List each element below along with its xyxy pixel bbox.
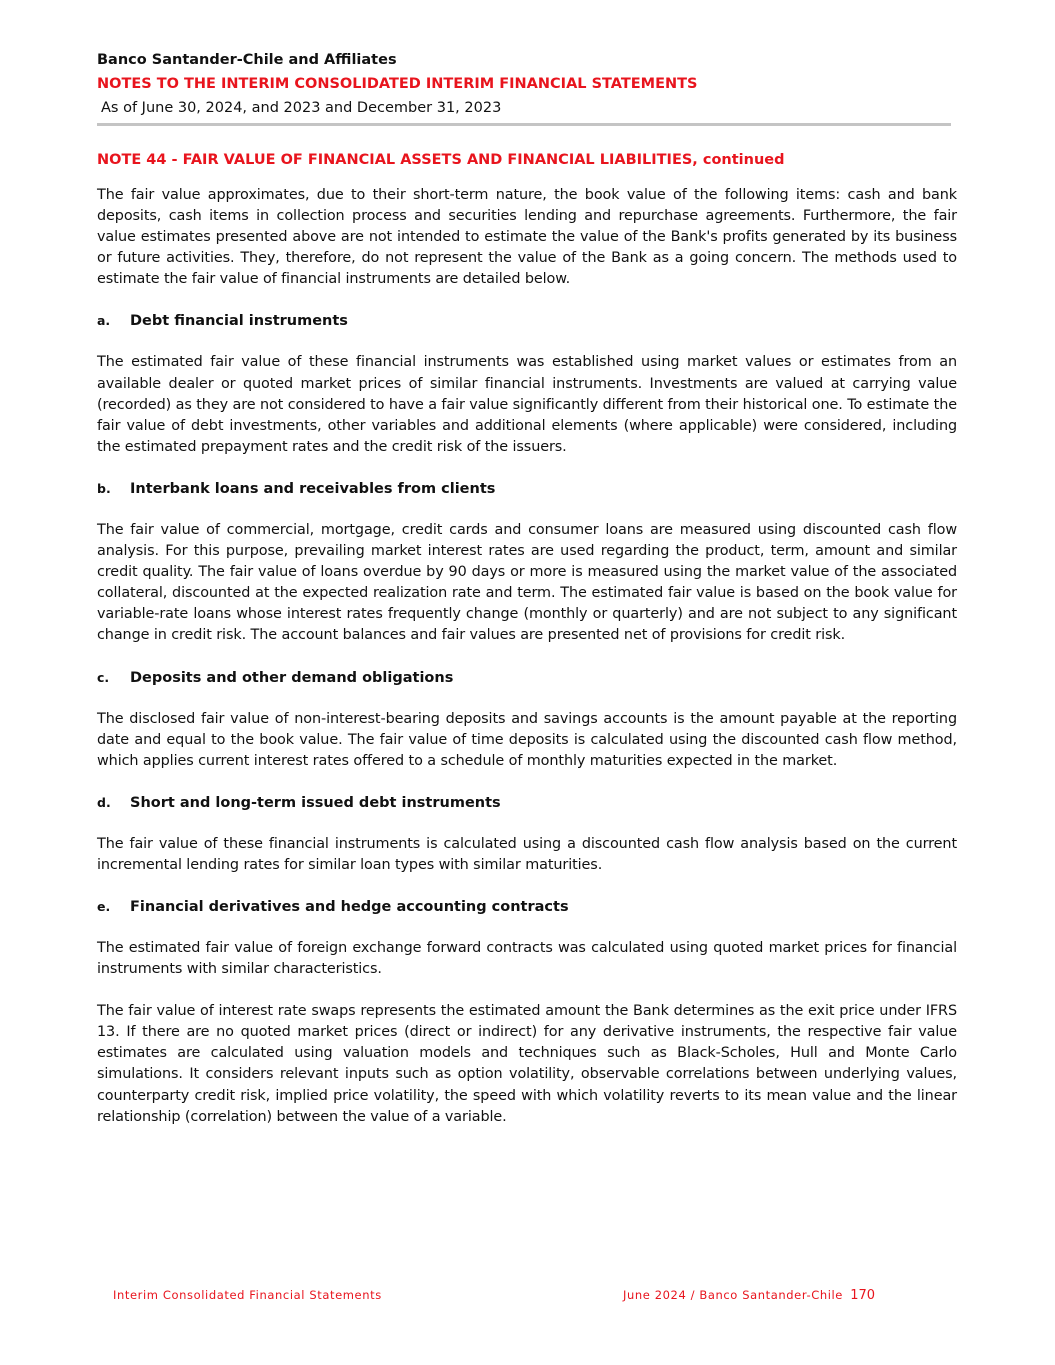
section-a: [97, 311, 957, 457]
section-paragraph: The estimated fair value of these financial instruments was established using market values or estimates from an available dealer or quoted market prices of similar financial instruments. Investments are valued at carrying value (recorded) as they are not considered to have a fair value significantly different from their historical one. To estimate the fair value of debt investments, other variables and additional elements (where applicable) were considered, including the estimated prepayment rates and the credit risk of the issuers.: [97, 354, 957, 455]
section-letter: b.: [97, 480, 111, 496]
section-title: Financial derivatives and hedge accounting contracts: [130, 898, 569, 915]
section-letter: a.: [97, 313, 111, 329]
section-paragraph: The estimated fair value of foreign exchange forward contracts was calculated using quoted market prices for financial instruments with similar characteristics.: [97, 939, 957, 978]
section-paragraph: The fair value of these financial instruments is calculated using a discounted cash flow analysis based on the current incremental lending rates for similar loan types with similar maturities.: [97, 835, 957, 873]
section-heading: [97, 793, 957, 813]
section-paragraph: The fair value of interest rate swaps represents the estimated amount the Bank determines as the exit price under IFRS 13. If there are no quoted market prices (direct or indirect) for any derivative instruments, the respective fair value estimates are calculated using valuation models and techniques such as Black-Scholes, Hull and Monte Carlo simulations. It considers relevant inputs such as option volatility, observable correlations between underlying values, counterparty credit risk, implied price volatility, the speed with which volatility reverts to its mean value and the linear relationship (correlation) between the value of a variable.: [97, 1003, 957, 1125]
section-b: [97, 479, 957, 647]
section-letter: e.: [97, 898, 111, 914]
section-heading: [97, 311, 957, 331]
header-divider: [97, 123, 951, 126]
section-paragraph: The fair value of commercial, mortgage, credit cards and consumer loans are measured using discounted cash flow analysis. For this purpose, prevailing market interest rates are used regarding the product, term, amount and similar credit quality. The fair value of loans overdue by 90 days or more is measured using the market value of the associated collateral, discounted at the expected realization rate and term. The estimated fair value is based on the book value for variable-rate loans whose interest rates frequently change (monthly or quarterly) and are not subject to any significant change in credit risk. The account balances and fair values are presented net of provisions for credit risk.: [97, 521, 957, 644]
section-heading: [97, 479, 957, 499]
section-c: [97, 668, 957, 772]
footer-publication: [623, 1288, 875, 1303]
section-letter: c.: [97, 669, 110, 685]
notes-title: NOTES TO THE INTERIM CONSOLIDATED INTERIM FINANCIAL STATEMENTS: [97, 76, 698, 92]
section-title: Debt financial instruments: [130, 313, 348, 330]
company-name: Banco Santander-Chile and Affiliates: [97, 52, 397, 68]
footer-document-title: Interim Consolidated Financial Statements: [113, 1288, 382, 1302]
reporting-period: As of June 30, 2024, and 2023 and December 31, 2023: [101, 100, 502, 116]
section-paragraph: The disclosed fair value of non-interest-bearing deposits and savings accounts is the amount payable at the reporting date and equal to the book value. The fair value of time deposits is calculated using the discounted cash flow method, which applies current interest rates offered to a schedule of monthly maturities expected in the market.: [97, 710, 957, 769]
document-page: [97, 50, 957, 1128]
page-number: 170: [850, 1288, 876, 1303]
section-title: Interbank loans and receivables from clients: [130, 480, 496, 497]
section-heading: [97, 668, 957, 688]
note-heading: NOTE 44 - FAIR VALUE OF FINANCIAL ASSETS AND FINANCIAL LIABILITIES, continued: [97, 152, 785, 168]
intro-paragraph: The fair value approximates, due to their short-term nature, the book value of the following items: cash and bank deposits, cash items in collection process and securities lending and repurchase agreements. Furthermore, the fair value estimates presented above are not intended to estimate the value of the Bank's profits generated by its business or future activities. They, therefore, do not represent the value of the Bank as a going concern. The methods used to estimate the fair value of financial instruments are detailed below.: [97, 187, 957, 288]
section-d: [97, 793, 957, 876]
section-title: Short and long-term issued debt instruments: [130, 794, 501, 811]
section-title: Deposits and other demand obligations: [130, 669, 454, 686]
footer-publication-label: June 2024 / Banco Santander-Chile: [623, 1288, 843, 1302]
section-e: [97, 897, 957, 1128]
section-heading: [97, 897, 957, 917]
section-letter: d.: [97, 794, 111, 810]
document-header: [97, 50, 957, 126]
paragraph-gap: [97, 980, 957, 1001]
